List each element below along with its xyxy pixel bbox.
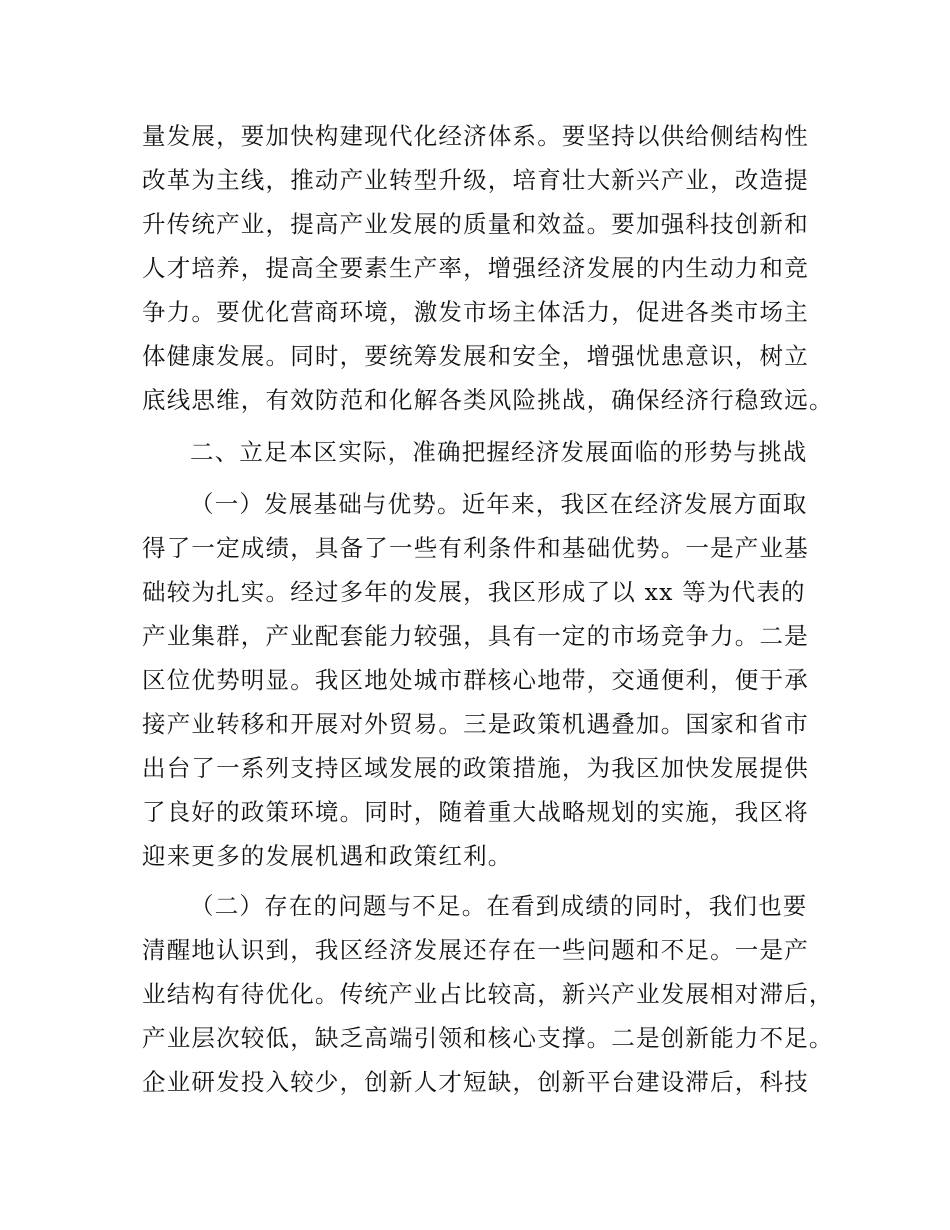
body-line: 体健康发展。同时，要统筹发展和安全，增强忧患意识，树立	[142, 342, 809, 370]
body-line: 底线思维，有效防范和化解各类风险挑战，确保经济行稳致远。	[142, 386, 834, 414]
body-line: 迎来更多的发展机遇和政策红利。	[142, 842, 513, 870]
body-line: （二）存在的问题与不足。在看到成绩的同时，我们也要	[190, 892, 808, 920]
body-line: 业结构有待优化。传统产业占比较高，新兴产业发展相对滞后，	[142, 980, 834, 1008]
body-line: 清醒地认识到，我区经济发展还存在一些问题和不足。一是产	[142, 936, 809, 964]
body-line: 量发展，要加快构建现代化经济体系。要坚持以供给侧结构性	[142, 122, 809, 150]
body-line: 产业集群，产业配套能力较强，具有一定的市场竞争力。二是	[142, 622, 809, 650]
body-line: 企业研发投入较少，创新人才短缺，创新平台建设滞后，科技	[142, 1068, 809, 1096]
body-line: （一）发展基础与优势。近年来，我区在经济发展方面取	[190, 490, 808, 518]
body-line: 区位优势明显。我区地处城市群核心地带，交通便利，便于承	[142, 666, 809, 694]
body-line: 争力。要优化营商环境，激发市场主体活力，促进各类市场主	[142, 298, 809, 326]
body-line: 础较为扎实。经过多年的发展，我区形成了以 xx 等为代表的	[142, 578, 806, 606]
section-heading: 二、立足本区实际，准确把握经济发展面临的形势与挑战	[190, 438, 808, 466]
body-line: 了良好的政策环境。同时，随着重大战略规划的实施，我区将	[142, 798, 809, 826]
body-line: 改革为主线，推动产业转型升级，培育壮大新兴产业，改造提	[142, 166, 809, 194]
body-line: 得了一定成绩，具备了一些有利条件和基础优势。一是产业基	[142, 534, 809, 562]
body-line: 出台了一系列支持区域发展的政策措施，为我区加快发展提供	[142, 754, 809, 782]
body-line: 产业层次较低，缺乏高端引领和核心支撑。二是创新能力不足。	[142, 1024, 834, 1052]
body-line: 接产业转移和开展对外贸易。三是政策机遇叠加。国家和省市	[142, 710, 809, 738]
body-line: 升传统产业，提高产业发展的质量和效益。要加强科技创新和	[142, 210, 809, 238]
body-line: 人才培养，提高全要素生产率，增强经济发展的内生动力和竞	[142, 254, 809, 282]
